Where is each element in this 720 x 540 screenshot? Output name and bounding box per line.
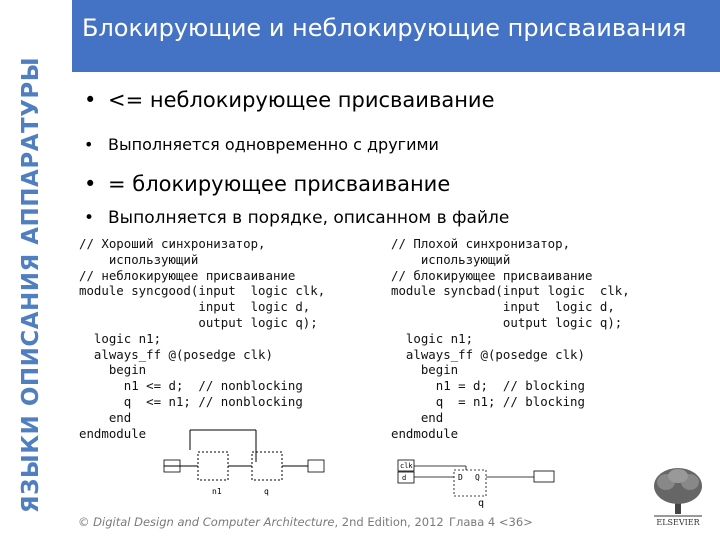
edition-text: , 2nd Edition, 2012 — [334, 515, 444, 529]
copyright-text: © — [78, 515, 94, 529]
bullet-text: Выполняется одновременно с другими — [108, 135, 439, 154]
bullet-icon: • — [84, 135, 94, 154]
page-number: Глава 4 <36> — [449, 515, 533, 529]
page-title: Блокирующие и неблокирующие присваивания — [82, 14, 687, 42]
ff-d-label: D — [458, 473, 463, 482]
elsevier-logo — [648, 464, 708, 528]
circuit-background — [160, 422, 330, 504]
bullet-item — [84, 88, 495, 112]
side-panel — [0, 0, 62, 540]
bullet-text: Выполняется в порядке, описанном в файле — [108, 208, 510, 228]
bullet-item — [84, 172, 450, 196]
q-label: q — [478, 498, 485, 509]
q-label: q — [264, 487, 269, 496]
code-block-bad: // Плохой синхронизатор, использующий // блокирующее присваивание module syncbad(input logic clk, input logic d, output logic q); logic n1; always_ff @(posedge clk) begin n1 = d; // blocking q = n1; // blocking end endmodule — [391, 236, 630, 441]
circuit-bad — [396, 456, 566, 516]
bullet-item — [84, 135, 439, 154]
title-bar — [72, 0, 720, 72]
circuit-good — [160, 422, 330, 504]
bullet-icon: • — [84, 208, 95, 228]
book-title: Digital Design and Computer Architecture — [93, 515, 335, 529]
bullet-item — [84, 208, 509, 228]
clk-label: clk — [400, 462, 413, 470]
logo-text: ELSEVIER — [656, 518, 700, 527]
code-block-good: // Хороший синхронизатор, использующий // неблокирующее присваивание module syncgood(input logic clk, input logic d, output logic q); logic n1; always_ff @(posedge clk) begin n1 <= d; // nonblocking q <= n1; // nonblocking end endmodule — [79, 236, 326, 441]
side-label: ЯЗЫКИ ОПИСАНИЯ АППАРАТУРЫ — [18, 56, 44, 514]
d-port-label: d — [402, 474, 407, 482]
bullet-text: <= неблокирующее присваивание — [108, 88, 495, 112]
bullet-icon: • — [84, 88, 97, 112]
n1-label: n1 — [212, 487, 222, 496]
ff-q-label: Q — [475, 473, 480, 482]
bullet-text: = блокирующее присваивание — [108, 172, 451, 196]
bullet-icon: • — [84, 172, 97, 196]
tree-crown — [668, 469, 688, 483]
footer-credit — [78, 515, 444, 529]
